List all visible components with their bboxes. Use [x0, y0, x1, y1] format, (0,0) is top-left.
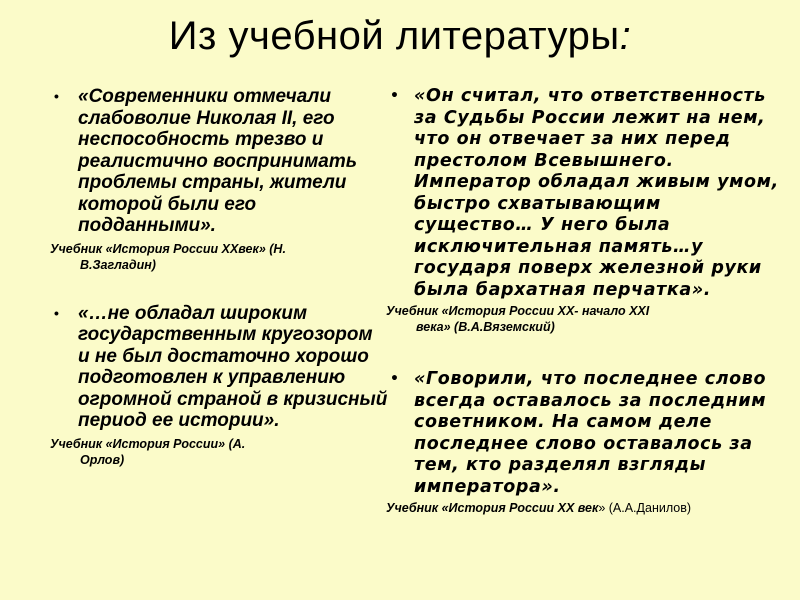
quote-vyazemsky: [384, 86, 784, 301]
spacer: [48, 273, 388, 303]
source-zagladin-line1: Учебник «История России XXвек» (Н.: [50, 241, 286, 256]
bullet-icon: •: [54, 304, 59, 321]
source-danilov-main: Учебник «История России XX век: [386, 501, 599, 515]
bullet-icon: •: [390, 371, 400, 387]
slide-title: [0, 12, 800, 60]
left-column: [48, 86, 388, 468]
quote-zagladin-text: «Современники отмечали слабоволие Николая II, его неспособность трезво и реалистично воспринимать проблемы страны, жители которой были его подданными».: [78, 86, 358, 236]
right-column: [384, 86, 784, 516]
quote-zagladin: [48, 86, 388, 237]
source-danilov: [384, 500, 784, 516]
source-danilov-rest: » (А.А.Данилов): [598, 501, 692, 515]
quote-vyazemsky-text: «Он считал, что ответственность за Судьбы России лежит на нем, что он отвечает за них перед престолом Всевышнего. Император обладал живым умом, быстро схватывающим существо… У него была исключительная память…у государя поверх железной руки была бархатная перчатка».: [414, 86, 779, 300]
quote-danilov-text: «Говорили, что последнее слово всегда оставалось за последним советником. На самом деле последнее слово оставалось за тем, кто разделял взгляды императора».: [414, 369, 767, 497]
source-vyazemsky: [384, 303, 784, 335]
source-orlov-line1: Учебник «История России» (А.: [50, 436, 246, 451]
source-orlov: [48, 436, 388, 468]
source-vyazemsky-line1: Учебник «История России XX- начало XXI: [386, 304, 650, 318]
quote-orlov-text: «…не обладал широким государственным кругозором и не был достаточно хорошо подготовлен к управлению огромной страной в кризисный период ее истории».: [78, 302, 388, 431]
slide-title-colon: :: [619, 14, 632, 58]
bullet-icon: •: [54, 88, 59, 104]
quote-danilov: [384, 369, 784, 498]
source-zagladin-line2: В.Загладин): [80, 257, 156, 272]
source-vyazemsky-line2: века» (В.А.Вяземский): [416, 320, 555, 334]
bullet-icon: •: [390, 88, 400, 104]
source-zagladin: [48, 241, 388, 273]
slide-title-text: Из учебной литературы: [168, 14, 620, 58]
source-orlov-line2: Орлов): [80, 452, 125, 467]
quote-orlov: [48, 303, 388, 432]
spacer: [384, 335, 784, 369]
